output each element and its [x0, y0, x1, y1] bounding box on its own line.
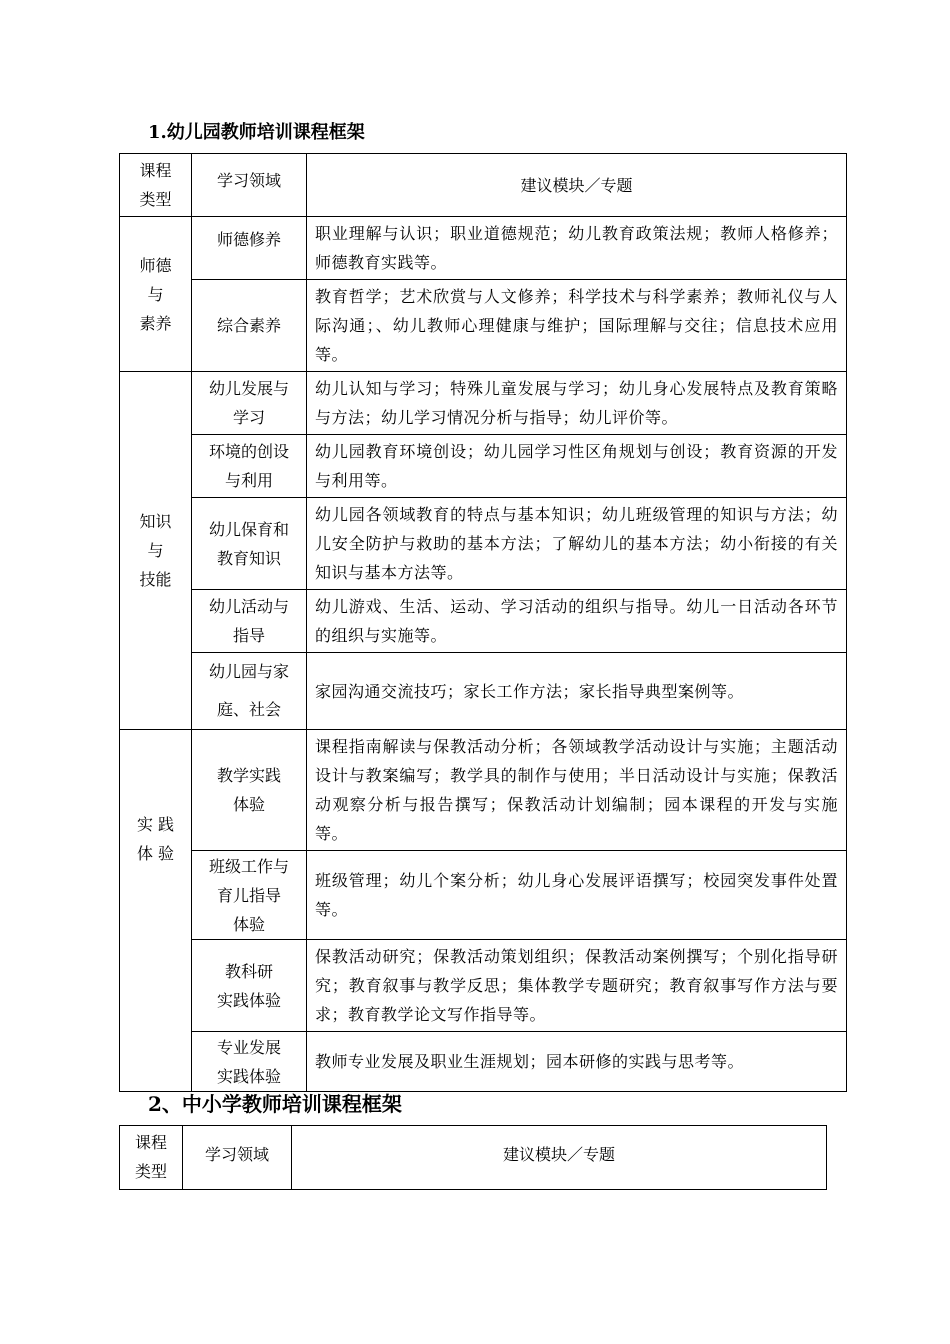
table-header-row — [120, 1126, 827, 1190]
header-learning-area: 学习领域 — [183, 1126, 292, 1190]
area-cell: 专业发展 实践体验 — [192, 1032, 307, 1092]
module-cell: 幼儿园各领域教育的特点与基本知识；幼儿班级管理的知识与方法；幼儿安全防护与救助的基本方法；了解幼儿的基本方法；幼小衔接的有关知识与基本方法等。 — [307, 498, 847, 590]
module-cell: 幼儿园教育环境创设；幼儿园学习性区角规划与创设；教育资源的开发与利用等。 — [307, 435, 847, 498]
header-course-type — [120, 154, 192, 217]
area-cell: 幼儿活动与 指导 — [192, 590, 307, 653]
area-cell: 教科研 实践体验 — [192, 940, 307, 1032]
module-cell: 家园沟通交流技巧；家长工作方法；家长指导典型案例等。 — [307, 653, 847, 730]
header-suggested-module: 建议模块／专题 — [307, 154, 847, 217]
module-cell: 幼儿认知与学习；特殊儿童发展与学习；幼儿身心发展特点及教育策略与方法；幼儿学习情况分析与指导；幼儿评价等。 — [307, 372, 847, 435]
table-row — [120, 435, 847, 498]
category-practice: 实 践 体 验 — [120, 730, 192, 1092]
section1-title: 1.幼儿园教师培训课程框架 — [148, 122, 365, 143]
table-row — [120, 590, 847, 653]
header-type-line1: 课程 — [139, 161, 172, 180]
module-cell: 幼儿游戏、生活、运动、学习活动的组织与指导。幼儿一日活动各环节的组织与实施等。 — [307, 590, 847, 653]
table-row — [120, 372, 847, 435]
area-cell: 环境的创设 与利用 — [192, 435, 307, 498]
area-cell: 综合素养 — [192, 280, 307, 372]
k12-training-table — [119, 1125, 827, 1190]
header-course-type: 课程 类型 — [120, 1126, 183, 1190]
kindergarten-training-table — [119, 153, 847, 1092]
table-row — [120, 280, 847, 372]
module-cell: 教师专业发展及职业生涯规划；园本研修的实践与思考等。 — [307, 1032, 847, 1092]
table-row — [120, 1032, 847, 1092]
module-cell: 课程指南解读与保教活动分析；各领域教学活动设计与实施；主题活动设计与教案编写；教学具的制作与使用；半日活动设计与实施；保教活动观察分析与报告撰写；保教活动计划编制；园本课程的开发与实施等。 — [307, 730, 847, 851]
module-cell: 保教活动研究；保教活动策划组织；保教活动案例撰写；个别化指导研究；教育叙事与教学反思；集体教学专题研究；教育叙事写作方法与要求；教育教学论文写作指导等。 — [307, 940, 847, 1032]
category-ethics: 师德 与 素养 — [120, 217, 192, 372]
table-header-row — [120, 154, 847, 217]
module-cell: 班级管理；幼儿个案分析；幼儿身心发展评语撰写；校园突发事件处置等。 — [307, 851, 847, 940]
table-row — [120, 940, 847, 1032]
header-suggested-module: 建议模块／专题 — [292, 1126, 827, 1190]
area-cell: 师德修养 — [192, 217, 307, 280]
section2-title: 2、中小学教师培训课程框架 — [148, 1092, 402, 1116]
header-type-line2: 类型 — [139, 190, 172, 209]
module-cell: 职业理解与认识；职业道德规范；幼儿教育政策法规；教师人格修养；师德教育实践等。 — [307, 217, 847, 280]
header-learning-area: 学习领域 — [192, 154, 307, 217]
table-row — [120, 217, 847, 280]
area-cell: 幼儿保育和 教育知识 — [192, 498, 307, 590]
area-cell: 幼儿园与家 庭、社会 — [192, 653, 307, 730]
table-row — [120, 498, 847, 590]
table-row — [120, 653, 847, 730]
area-cell: 班级工作与 育儿指导 体验 — [192, 851, 307, 940]
table-row — [120, 730, 847, 851]
area-cell: 教学实践 体验 — [192, 730, 307, 851]
module-cell: 教育哲学；艺术欣赏与人文修养；科学技术与科学素养；教师礼仪与人际沟通；、幼儿教师心理健康与维护；国际理解与交往；信息技术应用等。 — [307, 280, 847, 372]
category-knowledge: 知识 与 技能 — [120, 372, 192, 730]
table-row — [120, 851, 847, 940]
area-cell: 幼儿发展与 学习 — [192, 372, 307, 435]
